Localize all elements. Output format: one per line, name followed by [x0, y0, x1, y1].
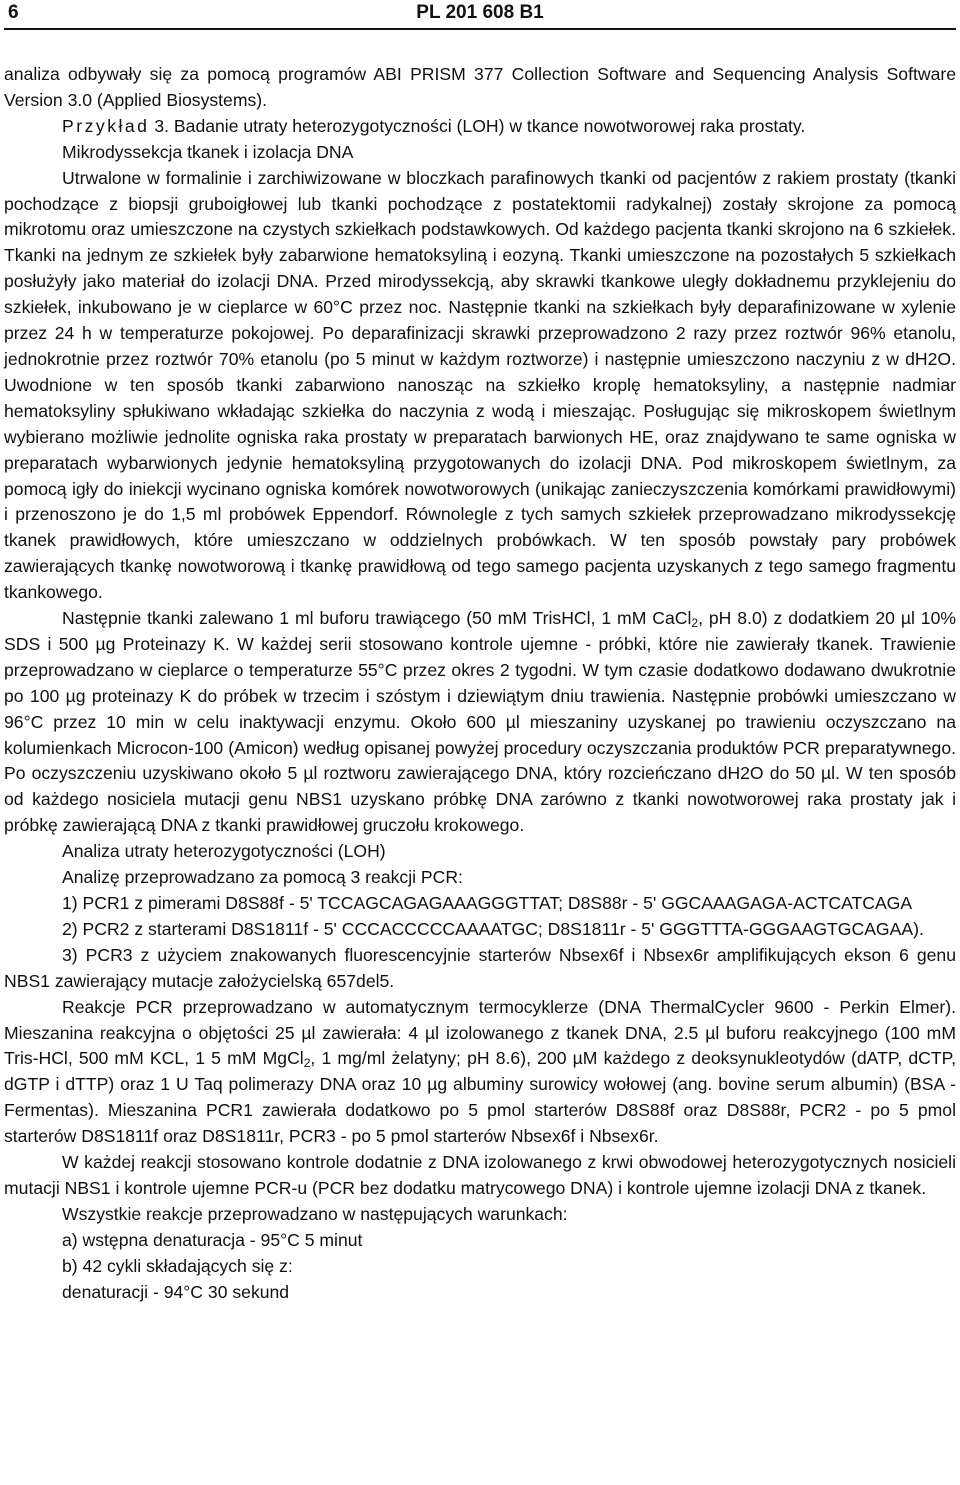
- example-title: 3. Badanie utraty heterozygotyczności (LOH) w tkance nowotworowej raka prostaty.: [154, 115, 806, 136]
- section-heading-microdissection: Mikrodyssekcja tkanek i izolacja DNA: [62, 141, 354, 162]
- list-item-condition-c: denaturacji - 94°C 30 sekund: [62, 1281, 290, 1302]
- paragraph-digestion: Następnie tkanki zalewano 1 ml buforu trawiącego (50 mM TrisHCl, 1 mM CaCl$_2$, pH 8.0) z dodatkiem 20 µl 10% SDS i 500 µg Proteinazy K. W każdej serii stosowano kontrole ujemne - próbki, które nie zawierały tkanek. Trawienie przeprowadzano w cieplarce o temperaturze 55°C przez okres 2 tygodni. W tym czasie dodatkowo dodawano dwukrotnie po 100 µg proteinazy K do próbek w trzecim i szóstym i dziewiątym dniu trawienia. Następnie probówki umieszczano w 96°C przez 10 min w celu inaktywacji enzymu. Około 600 µl mieszaniny uzyskanej po trawieniu oczyszczano na kolumienkach Microcon-100 (Amicon) według opisanej powyżej procedury oczyszczania produktów PCR preparatywnego. Po oczyszczeniu uzyskiwano około 5 µl roztworu zawierającego DNA, który rozcieńczano dH2O do 50 µl. W ten sposób od każdego nosiciela mutacji genu NBS1 uzyskano próbkę DNA zarówno z tkanki nowotworowej raka prostaty jak i próbkę zawierającą DNA z tkanki prawidłowej gruczołu krokowego.: [4, 608, 956, 836]
- page-number: 6: [8, 2, 19, 23]
- document-body: [4, 24, 956, 1306]
- paragraph-microdissection: Utrwalone w formalinie i zarchiwizowane w bloczkach parafinowych tkanki od pacjentów z rakiem prostaty (tkanki pochodzące z biopsji gruboigłowej lub tkanki pochodzące z postatektomii radykalnej) zostały skrojone za pomocą mikrotomu oraz umieszczone na czystych szkiełkach podstawkowych. Od każdego pacjenta tkanki skrojono na 6 szkiełek. Tkanki na jednym ze szkiełek były zabarwione hematoksyliną i eozyną. Tkanki umieszczone na pozostałych 5 szkiełkach posłużyły jako materiał do izolacji DNA. Przed mirodyssekcją, aby skrawki tkankowe uległy dokładnemu przyklejeniu do szkiełek, inkubowano je w cieplarce w 60°C przez noc. Następnie tkanki na szkiełkach były deparafinizowane w xylenie przez 24 h w temperaturze pokojowej. Po deparafinizacji skrawki przeprowadzono 2 razy przez roztwór 96% etanolu, jednokrotnie przez roztwór 70% etanolu (po 5 minut w każdym roztworze) i następnie umieszczono naczyniu z w dH2O. Uwodnione w ten sposób tkanki zabarwiono nanosząc na szkiełko kroplę hematoksyliny, a następnie nadmiar hematoksyliny spłukiwano wkładając szkiełka do naczynia z wodą i mieszając. Posługując się mikroskopem świetlnym wybierano możliwie jednolite ogniska raka prostaty w preparatach barwionych HE, oraz znajdywano te same ogniska w preparatach wybarwionych jedynie hematoksyliną przygotowanych do izolacji DNA. Pod mikroskopem świetlnym, za pomocą igły do iniekcji wycinano ogniska komórek nowotworowych (unikając zanieczyszczenia komórkami prawidłowymi) i przenoszono je do 1,5 ml probówek Eppendorf. Równolegle z tych samych szkiełek przeprowadzano mikrodyssekcję tkanek prawidłowych, które umieszczano w oddzielnych probówkach. W ten sposób powstały pary probówek zawierających tkankę nowotworową i tkankę prawidłową od tego samego pacjenta uzyskanych z tego samego fragmentu tkankowego.: [4, 167, 956, 603]
- paragraph-controls: W każdej reakcji stosowano kontrole dodatnie z DNA izolowanego z krwi obwodowej heterozygotycznych nosicieli mutacji NBS1 i kontrole ujemne PCR-u (PCR bez dodatku matrycowego DNA) i kontrole ujemne izolacji DNA z tkanek.: [4, 1152, 956, 1198]
- paragraph-continuation: analiza odbywały się za pomocą programów ABI PRISM 377 Collection Software and Sequencing Analysis Software Version 3.0 (Applied Biosystems).: [4, 64, 956, 110]
- header-rule: [4, 28, 956, 30]
- document-page: [0, 2, 960, 1485]
- list-item-pcr2: 2) PCR2 z starterami D8S1811f - 5' CCCACCCCCAAAATGC; D8S1811r - 5' GGGTTTA-GGGAAGTGCAGAA).: [62, 918, 924, 939]
- section-heading-loh: Analiza utraty heterozygotyczności (LOH): [62, 841, 386, 862]
- paragraph-pcr-conditions: Reakcje PCR przeprowadzano w automatycznym termocyklerze (DNA ThermalCycler 9600 - Perkin Elmer). Mieszanina reakcyjna o objętości 25 µl zawierała: 4 µl izolowanego z tkanek DNA, 2.5 µl buforu reakcyjnego (100 mM Tris-HCl, 500 mM KCL, 1 5 mM MgCl$_2$, 1 mg/ml żelatyny; pH 8.6), 200 µM każdego z deoksynukleotydów (dATP, dCTP, dGTP i dTTP) oraz 1 U Taq polimerazy DNA oraz 10 µg albuminy surowicy wołowej (ang. bovine serum albumin) (BSA - Fermentas). Mieszanina PCR1 zawierała dodatkowo po 5 pmol starterów D8S88f oraz D8S88r, PCR2 - po 5 pmol starterów D8S1811f oraz D8S1811r, PCR3 - po 5 pmol starterów Nbsex6f i Nbsex6r.: [4, 996, 956, 1147]
- page-header: [4, 2, 956, 24]
- paragraph-pcr-intro: Analizę przeprowadzano za pomocą 3 reakcji PCR:: [62, 867, 463, 888]
- example-word: Przykład: [62, 115, 150, 136]
- list-item-pcr1: 1) PCR1 z pimerami D8S88f - 5' TCCAGCAGAGAAAGGGTTAT; D8S88r - 5' GGCAAAGAGA-ACTCATCAGA: [62, 893, 913, 913]
- list-item-pcr3: 3) PCR3 z użyciem znakowanych fluorescencyjnie starterów Nbsex6f i Nbsex6r amplifikujących ekson 6 genu NBS1 zawierający mutacje założycielską 657del5.: [4, 944, 956, 991]
- list-item-condition-a: a) wstępna denaturacja - 95°C 5 minut: [62, 1229, 363, 1250]
- paragraph-conditions-intro: Wszystkie reakcje przeprowadzano w następujących warunkach:: [62, 1203, 568, 1224]
- example-heading: [4, 114, 956, 140]
- list-item-condition-b: b) 42 cykli składających się z:: [62, 1255, 293, 1276]
- patent-number: PL 201 608 B1: [416, 2, 544, 23]
